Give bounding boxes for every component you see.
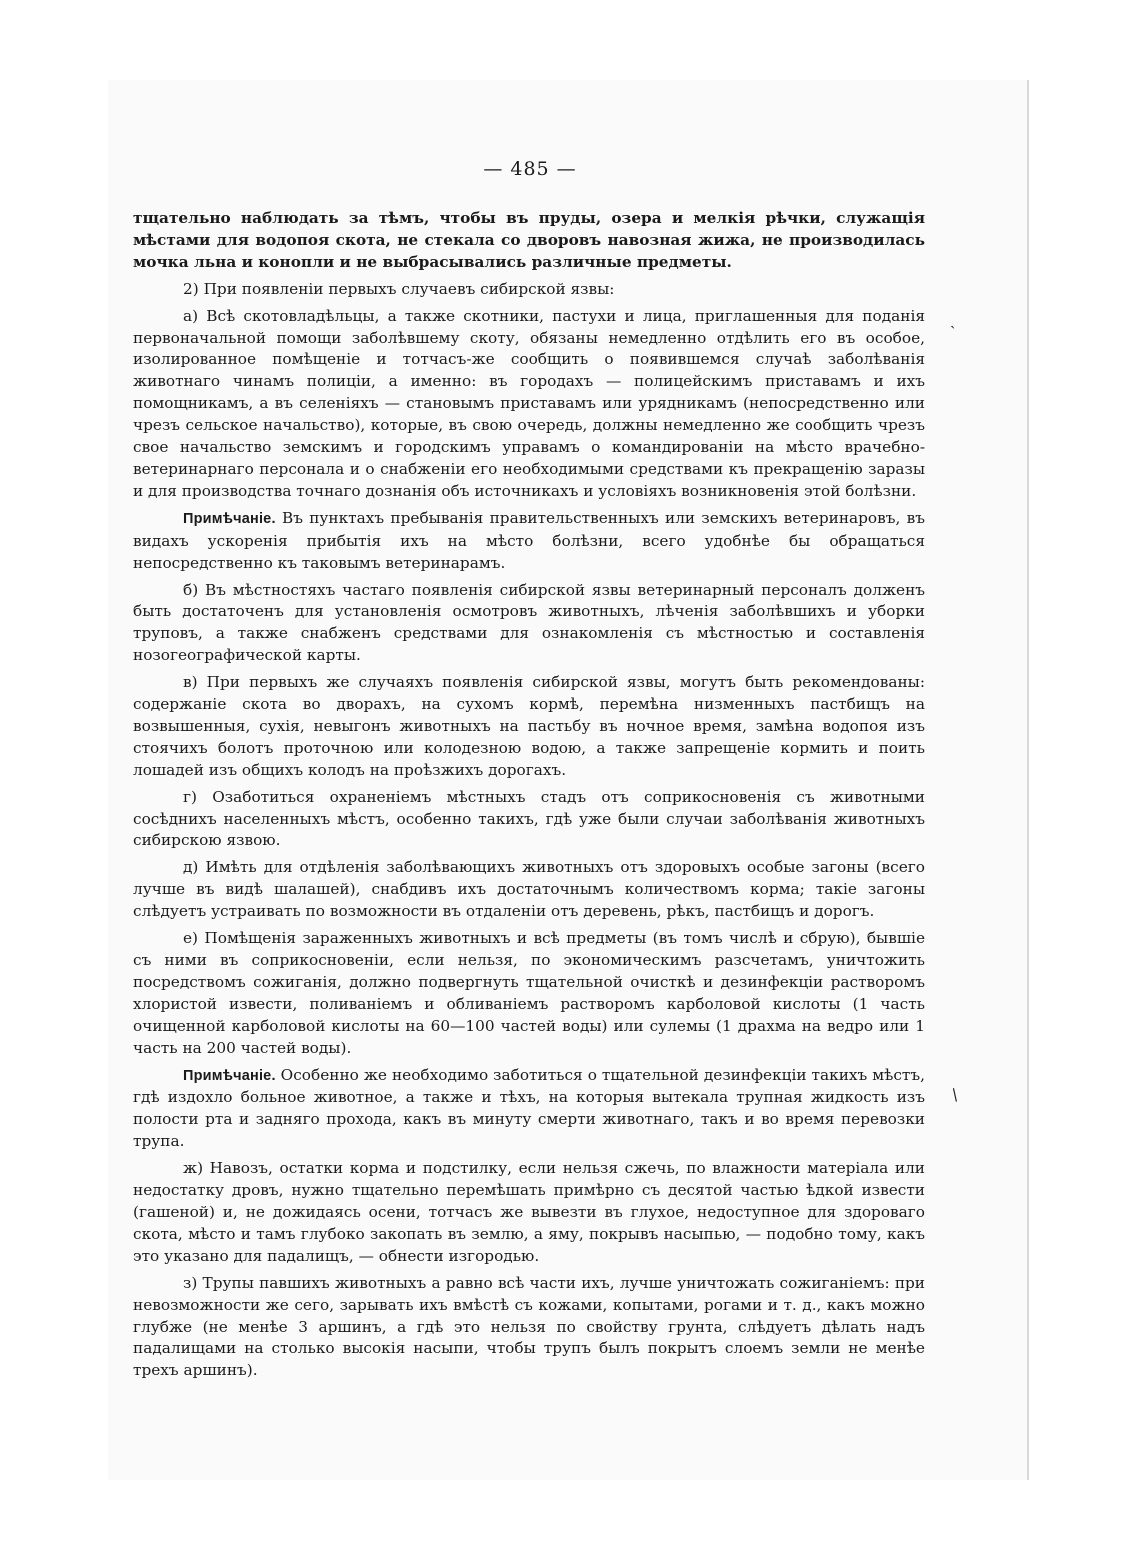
note-2-text: Особенно же необходимо заботиться о тщательной дезинфекціи такихъ мѣстъ, гдѣ издохло больное животное, а также и тѣхъ, на которыя вытекала трупная жидкость изъ полости рта и задняго прохода, какъ въ минуту смерти животнаго, такъ и во время перевозки трупа. — [133, 1065, 925, 1151]
note-2 — [133, 1065, 925, 1154]
margin-mark: / — [947, 1084, 962, 1105]
paragraph-v: в) При первыхъ же случаяхъ появленія сибирской язвы, могутъ быть рекомендованы: содержаніе скота во дворахъ, на сухомъ кормѣ, перемѣна низменныхъ пастбищъ на возвышенныя, сухія, невыгонъ животныхъ на пастьбу въ ночное время, замѣна водопоя изъ стоячихъ болотъ проточною или колодезною водою, а также запрещеніе кормить и поить лошадей изъ общихъ колодъ на проѣзжихъ дорогахъ. — [133, 673, 925, 779]
paragraph-continuation: тщательно наблюдать за тѣмъ, чтобы въ пруды, озера и мелкія рѣчки, служащія мѣстами для водопоя скота, не стекала со дворовъ навозная жижа, не производилась мочка льна и конопли и не выбрасывались различные предметы. — [133, 209, 925, 271]
page-number: — 485 — — [483, 158, 577, 180]
paragraph-b: б) Въ мѣстностяхъ частаго появленія сибирской язвы ветеринарный персоналъ долженъ быть достаточенъ для установленія осмотровъ животныхъ, лѣченія заболѣвшихъ и уборки труповъ, а также снабженъ средствами для ознакомленія съ мѣстностью и составленія нозогеографической карты. — [133, 580, 925, 665]
paragraph-g: г) Озаботиться охраненіемъ мѣстныхъ стадъ отъ соприкосновенія съ животными сосѣднихъ населенныхъ мѣстъ, особенно такихъ, гдѣ уже были случаи заболѣванія животныхъ сибирскою язвою. — [133, 787, 925, 850]
margin-mark: ˏ — [950, 310, 956, 329]
paragraph-zh: ж) Навозъ, остатки корма и подстилку, если нельзя сжечь, по влажности матеріала или недостатку дровъ, нужно тщательно перемѣшать примѣрно съ десятой частью ѣдкой извести (гашеной) и, не дожидаясь осени, тотчасъ же вывезти въ глухое, недоступное для здороваго скота, мѣсто и тамъ глубоко закопать въ землю, а яму, покрывъ насыпью, — подобно тому, какъ это указано для падалищъ, — обнести изгородью. — [133, 1159, 925, 1265]
note-2-label: Примѣчаніе. — [183, 1067, 276, 1084]
body-text — [133, 208, 925, 1382]
note-1-label: Примѣчаніе. — [183, 510, 276, 527]
page-edge-line — [1027, 80, 1029, 1480]
paragraph-a: а) Всѣ скотовладѣльцы, а также скотники, пастухи и лица, приглашенныя для поданія первоначальной помощи заболѣвшему скоту, обязаны немедленно отдѣлить его въ особое, изолированное помѣщеніе и тотчасъ-же сообщить о появившемся случаѣ заболѣванія животнаго чинамъ полиціи, а именно: въ городахъ — полицейскимъ приставамъ и ихъ помощникамъ, а въ селеніяхъ — становымъ приставамъ или урядникамъ (непосредственно или чрезъ сельское начальство), которые, въ свою очередь, должны немедленно же сообщить чрезъ свое начальство земскимъ и городскимъ управамъ о командированіи на мѣсто врачебно-ветеринарнаго персонала и о снабженіи его необходимыми средствами къ прекращенію заразы и для производства точнаго дознанія объ источникахъ и условіяхъ возникновенія этой болѣзни. — [133, 306, 925, 500]
paragraph-e: е) Помѣщенія зараженныхъ животныхъ и всѣ предметы (въ томъ числѣ и сбрую), бывшіе съ ними въ соприкосновеніи, если нельзя, по экономическимъ разсчетамъ, уничтожить посредствомъ сожиганія, должно подвергнуть тщательной очисткѣ и дезинфекціи растворомъ хлористой извести, поливаніемъ и обливаніемъ растворомъ карболовой кислоты (1 часть очищенной карболовой кислоты на 60—100 частей воды) или сулемы (1 драхма на ведро или 1 часть на 200 частей воды). — [133, 929, 925, 1057]
paragraph-section-2: 2) При появленіи первыхъ случаевъ сибирской язвы: — [183, 279, 615, 298]
note-1-text: Въ пунктахъ пребыванія правительственныхъ или земскихъ ветеринаровъ, въ видахъ ускоренія прибытія ихъ на мѣсто болѣзни, всего удобнѣе бы обращаться непосредственно къ таковымъ ветеринарамъ. — [133, 508, 925, 572]
note-1 — [133, 508, 925, 575]
paragraph-d: д) Имѣть для отдѣленія заболѣвающихъ животныхъ отъ здоровыхъ особые загоны (всего лучше въ видѣ шалашей), снабдивъ ихъ достаточнымъ количествомъ корма; такіе загоны слѣдуетъ устраивать по возможности въ отдаленіи отъ деревень, рѣкъ, пастбищъ и дорогъ. — [133, 858, 925, 921]
paragraph-z: з) Трупы павшихъ животныхъ а равно всѣ части ихъ, лучше уничтожать сожиганіемъ: при невозможности же сего, зарывать ихъ вмѣстѣ съ кожами, копытами, рогами и т. д., какъ можно глубже (не менѣе 3 аршинъ, а гдѣ это нельзя по свойству грунта, слѣдуетъ дѣлать надъ падалищами на столько высокія насыпи, чтобы трупъ былъ покрытъ слоемъ земли не менѣе трехъ аршинъ). — [133, 1273, 925, 1380]
